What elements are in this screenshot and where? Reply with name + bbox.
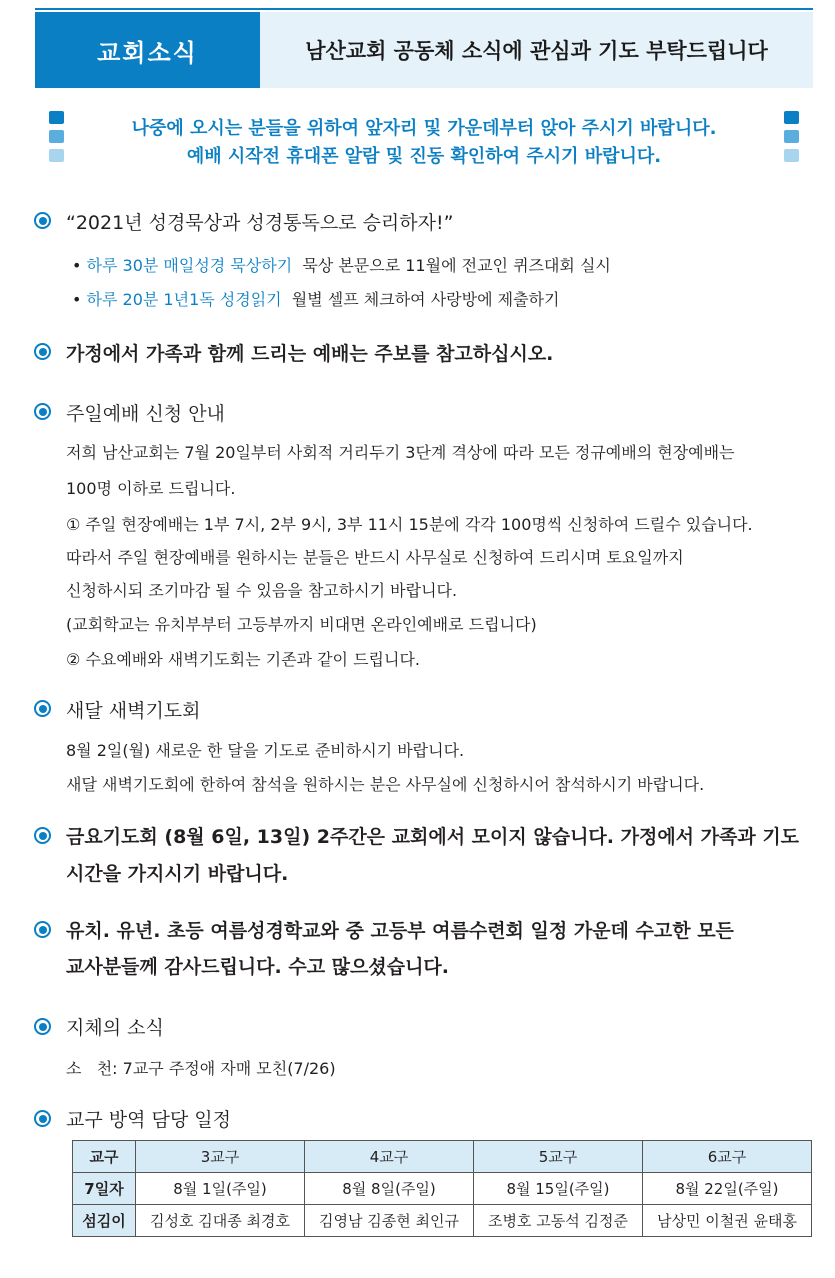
bible-item-1-text: 묵상 본문으로 11월에 전교인 퀴즈대회 실시 [302, 256, 611, 275]
schedule-table [72, 1140, 812, 1237]
dawn-title: 새달 새벽기도회 [66, 700, 201, 722]
section-header [35, 12, 813, 88]
table-header-cell: 4교구 [305, 1141, 474, 1173]
sunday-line: 저희 남산교회는 7월 20일부터 사회적 거리두기 3단계 격상에 따라 모든 정규예배의 현장예배는 [66, 443, 735, 462]
bible-item-1: • 하루 30분 매일성경 묵상하기 묵상 본문으로 11월에 전교인 퀴즈대회 실시 [72, 256, 611, 275]
top-rule [35, 8, 813, 10]
table-row [73, 1205, 812, 1237]
bullet-icon [34, 827, 51, 844]
members-line: 소 천: 7교구 주정애 자매 모친(7/26) [66, 1059, 336, 1078]
table-header-row [73, 1141, 812, 1173]
bullet-icon [34, 1110, 51, 1127]
bible-item-1-highlight: 하루 30분 매일성경 묵상하기 [86, 256, 293, 275]
bullet-icon [34, 403, 51, 420]
table-cell: 김성호 김대종 최경호 [136, 1205, 305, 1237]
bullet-icon [34, 700, 51, 717]
members-title: 지체의 소식 [66, 1017, 164, 1039]
bullet-icon [34, 343, 51, 360]
schedule-title: 교구 방역 담당 일정 [66, 1109, 231, 1131]
header-title: 교회소식 [35, 12, 260, 88]
dawn-line: 새달 새벽기도회에 한하여 참석을 원하시는 분은 사무실에 신청하시어 참석하시기 바랍니다. [66, 775, 705, 794]
table-cell: 8월 15일(주일) [474, 1173, 643, 1205]
sunday-line: ② 수요예배와 새벽기도회는 기존과 같이 드립니다. [66, 650, 420, 669]
home-worship-title: 가정에서 가족과 함께 드리는 예배는 주보를 참고하십시오. [66, 343, 554, 365]
table-cell: 8월 8일(주일) [305, 1173, 474, 1205]
bullet-icon [34, 921, 51, 938]
table-cell: 7일자 [73, 1173, 136, 1205]
bible-item-2-highlight: 하루 20분 1년1독 성경읽기 [86, 290, 282, 309]
header-subtitle: 남산교회 공동체 소식에 관심과 기도 부탁드립니다 [260, 12, 813, 88]
bible-item-2-text: 월별 셀프 체크하여 사랑방에 제출하기 [291, 290, 560, 309]
notice-box [35, 108, 813, 170]
bullet-icon [34, 212, 51, 229]
sunday-line: 100명 이하로 드립니다. [66, 479, 236, 498]
table-cell: 조병호 고동석 김정준 [474, 1205, 643, 1237]
thanks-line-1: 유치. 유년. 초등 여름성경학교와 중 고등부 여름수련회 일정 가운데 수고한 모든 [66, 920, 734, 942]
table-cell: 8월 1일(주일) [136, 1173, 305, 1205]
sunday-line: 따라서 주일 현장예배를 원하시는 분들은 반드시 사무실로 신청하여 드리시며 토요일까지 [66, 548, 684, 567]
sunday-line: ① 주일 현장예배는 1부 7시, 2부 9시, 3부 11시 15분에 각각 100명씩 신청하여 드릴수 있습니다. [66, 515, 753, 534]
bible-title: “2021년 성경묵상과 성경통독으로 승리하자!” [66, 212, 454, 234]
friday-line-1: 금요기도회 (8월 6일, 13일) 2주간은 교회에서 모이지 않습니다. 가정에서 가족과 기도 [66, 826, 800, 848]
table-header-cell: 6교구 [643, 1141, 812, 1173]
bible-item-2: • 하루 20분 1년1독 성경읽기 월별 셀프 체크하여 사랑방에 제출하기 [72, 290, 560, 309]
bullet-icon [34, 1018, 51, 1035]
sunday-line: (교회학교는 유치부부터 고등부까지 비대면 온라인예배로 드립니다) [66, 615, 537, 634]
sunday-line: 신청하시되 조기마감 될 수 있음을 참고하시기 바랍니다. [66, 581, 458, 600]
table-cell: 남상민 이철권 윤태홍 [643, 1205, 812, 1237]
sunday-title: 주일예배 신청 안내 [66, 403, 225, 425]
table-row [73, 1173, 812, 1205]
decor-squares-right [784, 111, 799, 168]
dawn-line: 8월 2일(월) 새로운 한 달을 기도로 준비하시기 바랍니다. [66, 741, 465, 760]
table-cell: 8월 22일(주일) [643, 1173, 812, 1205]
table-header-cell: 3교구 [136, 1141, 305, 1173]
table-cell: 섬김이 [73, 1205, 136, 1237]
table-header-cell: 5교구 [474, 1141, 643, 1173]
notice-line-2: 예배 시작전 휴대폰 알람 및 진동 확인하여 주시기 바랍니다. [186, 146, 662, 167]
thanks-line-2: 교사분들께 감사드립니다. 수고 많으셨습니다. [66, 956, 450, 978]
notice-line-1: 나중에 오시는 분들을 위하여 앞자리 및 가운데부터 앉아 주시기 바랍니다. [131, 118, 717, 139]
friday-line-2: 시간을 가지시기 바랍니다. [66, 863, 289, 885]
table-header-cell: 교구 [73, 1141, 136, 1173]
table-cell: 김영남 김종현 최인규 [305, 1205, 474, 1237]
